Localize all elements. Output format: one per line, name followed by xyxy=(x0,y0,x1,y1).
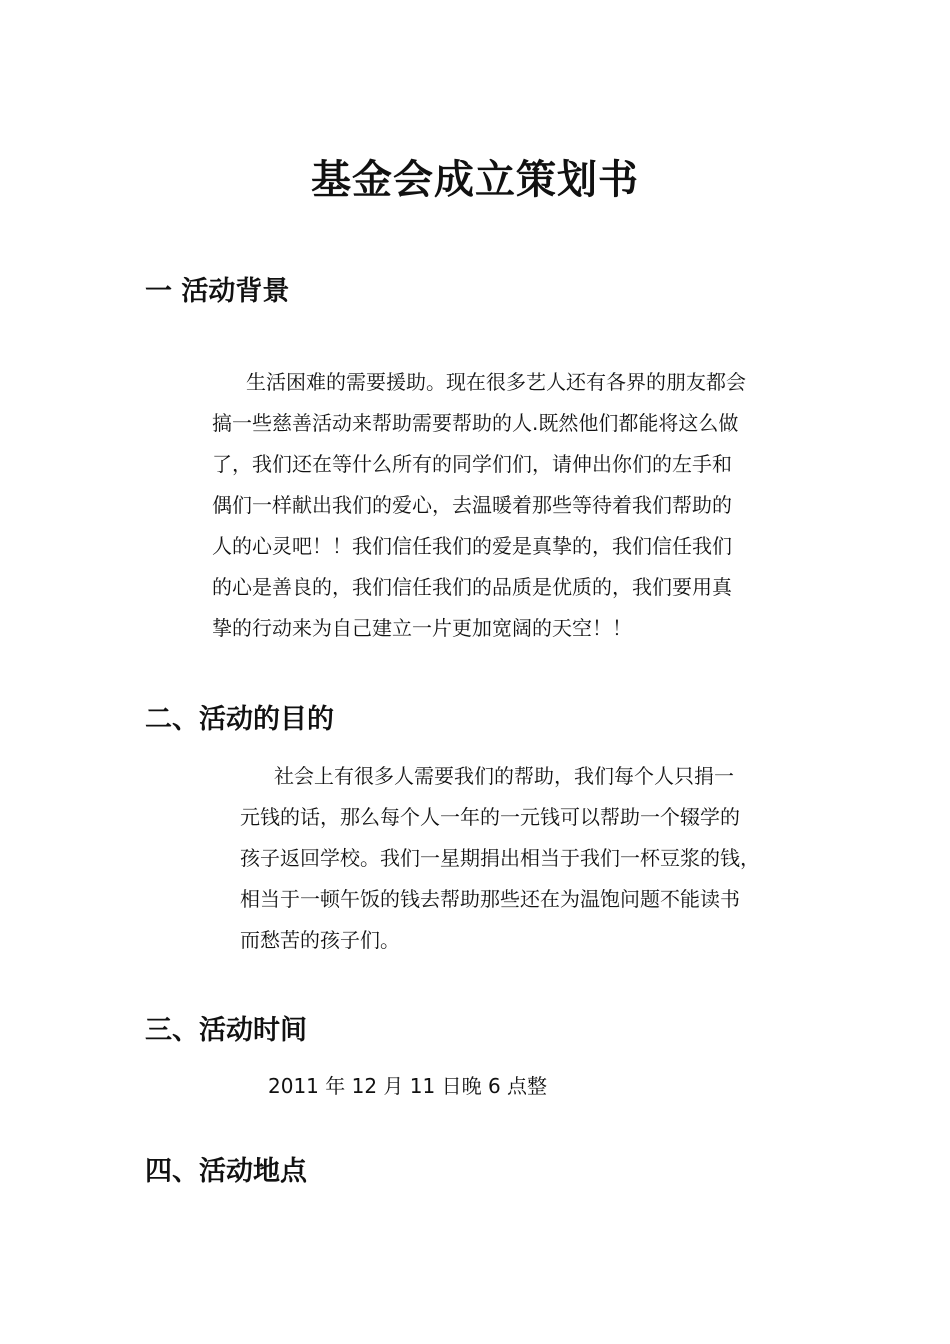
paragraph-line: 搞一些慈善活动来帮助需要帮助的人.既然他们都能将这么做 xyxy=(212,411,739,435)
section-body-purpose xyxy=(240,756,760,961)
paragraph-line: 孩子返回学校。我们一星期捐出相当于我们一杯豆浆的钱， xyxy=(240,846,760,870)
section-heading-background: 一 活动背景 xyxy=(145,276,290,307)
document-title: 基金会成立策划书 xyxy=(311,157,639,203)
paragraph-line: 生活困难的需要援助。现在很多艺人还有各界的朋友都会 xyxy=(246,370,746,394)
paragraph-line: 的心是善良的，我们信任我们的品质是优质的，我们要用真 xyxy=(212,575,732,599)
paragraph-line: 元钱的话，那么每个人一年的一元钱可以帮助一个辍学的 xyxy=(240,805,740,829)
section-heading-location: 四、活动地点 xyxy=(145,1156,307,1187)
paragraph-line: 人的心灵吧！！我们信任我们的爱是真挚的，我们信任我们 xyxy=(212,534,732,558)
paragraph-line: 而愁苦的孩子们。 xyxy=(240,928,400,952)
paragraph-line: 了，我们还在等什么所有的同学们们，请伸出你们的左手和 xyxy=(212,452,732,476)
paragraph-line: 社会上有很多人需要我们的帮助，我们每个人只捐一 xyxy=(274,764,734,788)
paragraph-line: 2011 年 12 月 11 日晚 6 点整 xyxy=(268,1074,548,1098)
section-heading-time: 三、活动时间 xyxy=(145,1015,307,1046)
paragraph-line: 偶们一样献出我们的爱心，去温暖着那些等待着我们帮助的 xyxy=(212,493,732,517)
paragraph-line: 挚的行动来为自己建立一片更加宽阔的天空！！ xyxy=(212,616,632,640)
section-body-background xyxy=(212,362,746,649)
section-heading-purpose: 二、活动的目的 xyxy=(145,704,334,735)
paragraph-line: 相当于一顿午饭的钱去帮助那些还在为温饱问题不能读书 xyxy=(240,887,740,911)
section-body-time xyxy=(268,1066,547,1107)
